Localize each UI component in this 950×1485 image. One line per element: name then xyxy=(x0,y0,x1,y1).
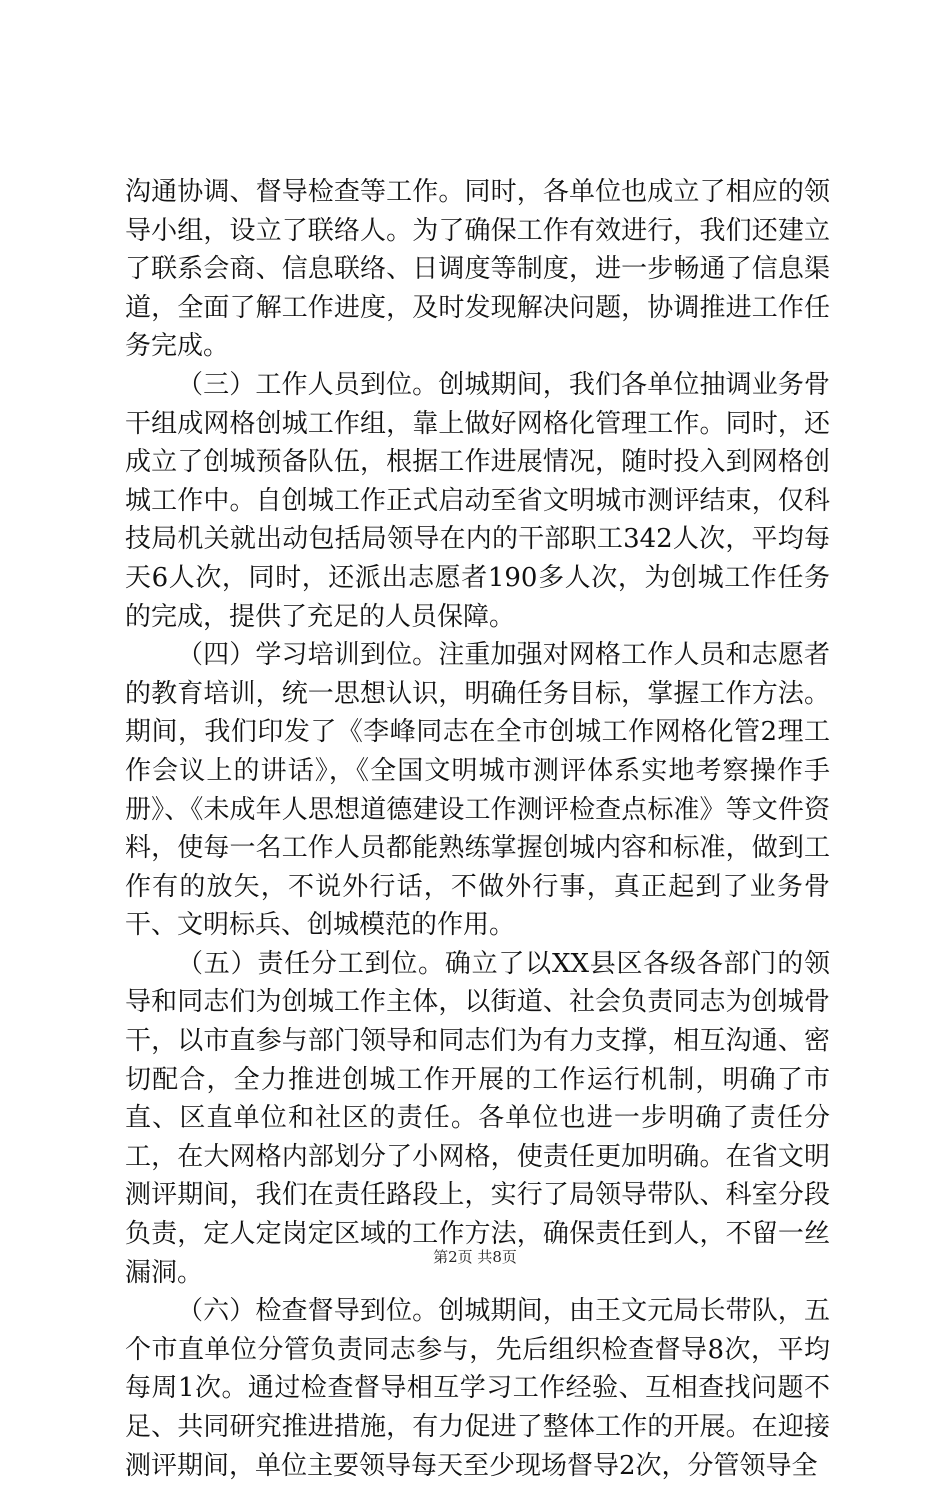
page-number-footer: 第2页 共8页 xyxy=(433,1248,517,1266)
paragraph-continued: 沟通协调、督导检查等工作。同时，各单位也成立了相应的领导小组，设立了联络人。为了确保工作有效进行，我们还建立了联系会商、信息联络、日调度等制度，进一步畅通了信息渠道，全面了解工作进度，及时发现解决问题，协调推进工作任务完成。 xyxy=(125,177,830,362)
paragraph-responsibility-in-place: （五）责任分工到位。确立了以XX县区各级各部门的领导和同志们为创城工作主体，以街道、社会负责同志为创城骨干，以市直参与部门领导和同志们为有力支撑，相互沟通、密切配合，全力推进创城工作开展的工作运行机制，明确了市直、区直单位和社区的责任。各单位也进一步明确了责任分工，在大网格内部划分了小网格，使责任更加明确。在省文明测评期间，我们在责任路段上，实行了局领导带队、科室分段负责，定人定岗定区域的工作方法，确保责任到人，不留一丝漏洞。 xyxy=(125,948,830,1288)
paragraph-inspection-in-place: （六）检查督导到位。创城期间，由王文元局长带队，五个市直单位分管负责同志参与，先后组织检查督导8次，平均每周1次。通过检查督导相互学习工作经验、互相查找问题不足、共同研究推进措施，有力促进了整体工作的开展。在迎接测评期间，单位主要领导每天至少现场督导2次，分管领导全 xyxy=(125,1296,830,1481)
paragraph-training-in-place: （四）学习培训到位。注重加强对网格工作人员和志愿者的教育培训，统一思想认识，明确任务目标，掌握工作方法。期间，我们印发了《李峰同志在全市创城工作网格化管2理工作会议上的讲话》，《全国文明城市测评体系实地考察操作手册》、《未成年人思想道德建设工作测评检查点标准》等文件资料，使每一名工作人员都能熟练掌握创城内容和标准，做到工作有的放矢，不说外行话，不做外行事，真正起到了业务骨干、文明标兵、创城模范的作用。 xyxy=(125,640,830,941)
paragraph-staff-in-place: （三）工作人员到位。创城期间，我们各单位抽调业务骨干组成网格创城工作组，靠上做好网格化管理工作。同时，还成立了创城预备队伍，根据工作进展情况，随时投入到网格创城工作中。自创城工作正式启动至省文明城市测评结束，仅科技局机关就出动包括局领导在内的干部职工342人次，平均每天6人次，同时，还派出志愿者190多人次，为创城工作任务的完成，提供了充足的人员保障。 xyxy=(125,369,830,632)
document-body xyxy=(125,173,830,1485)
